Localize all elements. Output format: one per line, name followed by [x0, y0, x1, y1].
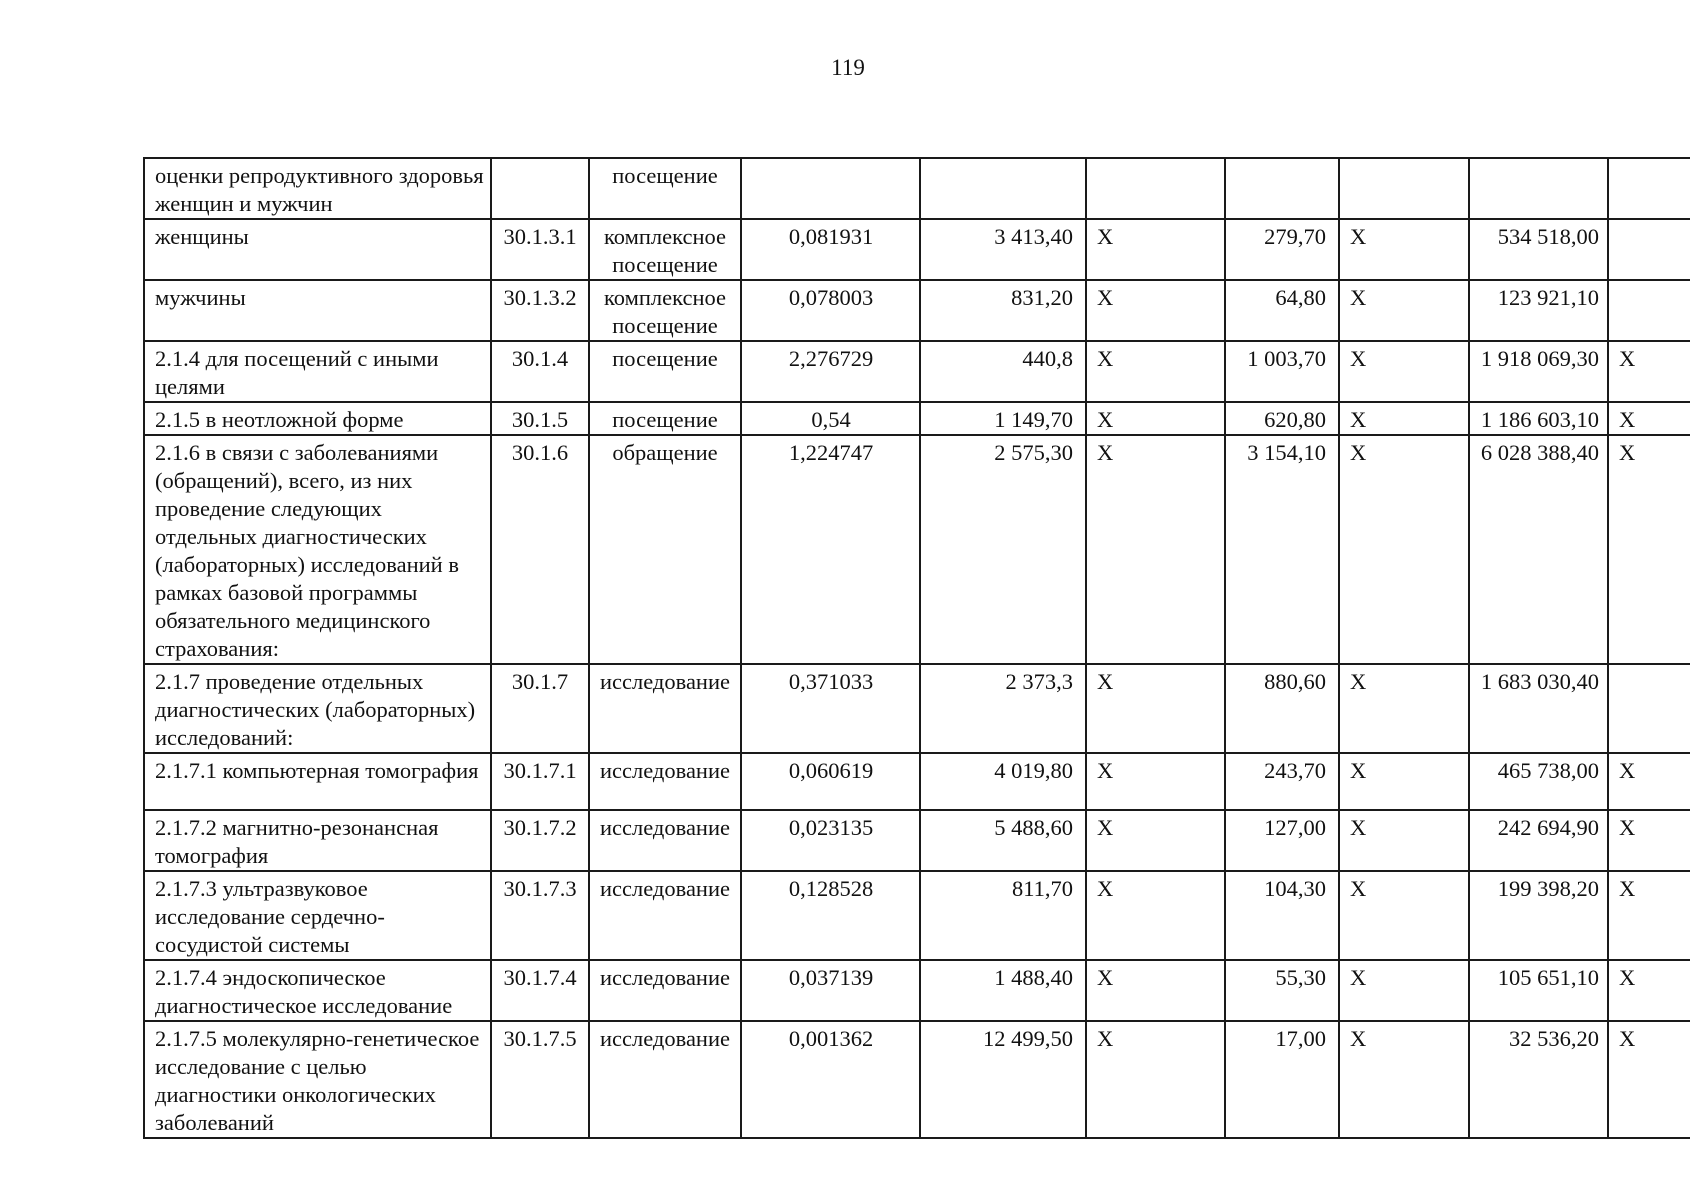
row-value4-cell: 123 921,10 — [1469, 280, 1608, 341]
row-x3-cell: X — [1608, 753, 1690, 810]
row-x3-cell — [1608, 664, 1690, 753]
row-code-cell — [491, 158, 589, 219]
row-name-cell: 2.1.7.1 компьютерная томография — [144, 753, 491, 810]
row-name-cell: 2.1.4 для посещений с иными целями — [144, 341, 491, 402]
row-value4-cell: 534 518,00 — [1469, 219, 1608, 280]
row-x3-cell — [1608, 158, 1690, 219]
row-unit-cell: посещение — [589, 158, 741, 219]
row-value3-cell: 243,70 — [1225, 753, 1339, 810]
row-name-cell: мужчины — [144, 280, 491, 341]
table-row — [144, 810, 1690, 871]
row-value3-cell: 1 003,70 — [1225, 341, 1339, 402]
row-unit-cell: комплексное посещение — [589, 280, 741, 341]
row-x1-cell: X — [1086, 753, 1225, 810]
row-x1-cell: X — [1086, 435, 1225, 664]
row-unit-cell: комплексное посещение — [589, 219, 741, 280]
row-value1-cell: 0,060619 — [741, 753, 920, 810]
row-x1-cell: X — [1086, 664, 1225, 753]
row-unit-cell: посещение — [589, 402, 741, 435]
row-value3-cell: 279,70 — [1225, 219, 1339, 280]
row-x1-cell — [1086, 158, 1225, 219]
page-number: 119 — [831, 55, 865, 80]
row-value2-cell: 811,70 — [920, 871, 1086, 960]
row-name-cell: 2.1.7 проведение отдельных диагностических (лабораторных) исследований: — [144, 664, 491, 753]
row-x3-cell: X — [1608, 435, 1690, 664]
row-value2-cell: 12 499,50 — [920, 1021, 1086, 1138]
row-code-cell: 30.1.7.4 — [491, 960, 589, 1021]
row-name-cell: женщины — [144, 219, 491, 280]
row-value1-cell: 0,023135 — [741, 810, 920, 871]
row-value2-cell: 1 488,40 — [920, 960, 1086, 1021]
row-code-cell: 30.1.6 — [491, 435, 589, 664]
row-x1-cell: X — [1086, 402, 1225, 435]
table-row — [144, 219, 1690, 280]
row-value1-cell: 0,54 — [741, 402, 920, 435]
row-name-cell: 2.1.7.3 ультразвуковое исследование сердечно-сосудистой системы — [144, 871, 491, 960]
row-x2-cell: X — [1339, 402, 1469, 435]
row-x3-cell: X — [1608, 960, 1690, 1021]
row-x2-cell: X — [1339, 810, 1469, 871]
row-value1-cell: 0,081931 — [741, 219, 920, 280]
row-value1-cell: 0,001362 — [741, 1021, 920, 1138]
row-x2-cell: X — [1339, 960, 1469, 1021]
row-value2-cell: 1 149,70 — [920, 402, 1086, 435]
row-code-cell: 30.1.4 — [491, 341, 589, 402]
row-value2-cell: 831,20 — [920, 280, 1086, 341]
row-value3-cell: 127,00 — [1225, 810, 1339, 871]
data-table — [143, 157, 1690, 1139]
table-row — [144, 1021, 1690, 1138]
row-code-cell: 30.1.7.1 — [491, 753, 589, 810]
row-value3-cell: 104,30 — [1225, 871, 1339, 960]
row-value2-cell: 2 373,3 — [920, 664, 1086, 753]
row-value4-cell: 1 918 069,30 — [1469, 341, 1608, 402]
row-x3-cell: X — [1608, 871, 1690, 960]
row-unit-cell: исследование — [589, 960, 741, 1021]
row-x1-cell: X — [1086, 1021, 1225, 1138]
row-value3-cell: 3 154,10 — [1225, 435, 1339, 664]
table-row — [144, 960, 1690, 1021]
row-value4-cell: 1 683 030,40 — [1469, 664, 1608, 753]
row-value4-cell: 199 398,20 — [1469, 871, 1608, 960]
row-x3-cell: X — [1608, 1021, 1690, 1138]
row-x2-cell: X — [1339, 664, 1469, 753]
row-x1-cell: X — [1086, 280, 1225, 341]
row-x2-cell — [1339, 158, 1469, 219]
row-value1-cell: 1,224747 — [741, 435, 920, 664]
row-x2-cell: X — [1339, 871, 1469, 960]
row-x2-cell: X — [1339, 435, 1469, 664]
row-x3-cell — [1608, 219, 1690, 280]
table-row — [144, 664, 1690, 753]
row-value2-cell — [920, 158, 1086, 219]
row-x3-cell: X — [1608, 810, 1690, 871]
row-value1-cell: 0,078003 — [741, 280, 920, 341]
row-code-cell: 30.1.7 — [491, 664, 589, 753]
row-x2-cell: X — [1339, 753, 1469, 810]
row-value2-cell: 440,8 — [920, 341, 1086, 402]
table-row — [144, 341, 1690, 402]
row-value4-cell: 6 028 388,40 — [1469, 435, 1608, 664]
row-code-cell: 30.1.5 — [491, 402, 589, 435]
row-unit-cell: обращение — [589, 435, 741, 664]
row-x1-cell: X — [1086, 341, 1225, 402]
row-value4-cell: 242 694,90 — [1469, 810, 1608, 871]
row-x1-cell: X — [1086, 810, 1225, 871]
row-value3-cell — [1225, 158, 1339, 219]
row-value1-cell: 0,371033 — [741, 664, 920, 753]
table-row — [144, 753, 1690, 810]
row-code-cell: 30.1.7.5 — [491, 1021, 589, 1138]
row-x1-cell: X — [1086, 960, 1225, 1021]
row-value3-cell: 620,80 — [1225, 402, 1339, 435]
row-x2-cell: X — [1339, 341, 1469, 402]
row-name-cell: 2.1.6 в связи с заболеваниями (обращений), всего, из них проведение следующих отдельных диагностических (лабораторных) исследований в рамках базовой программы обязательного медицинского страхования: — [144, 435, 491, 664]
row-value3-cell: 880,60 — [1225, 664, 1339, 753]
row-value1-cell: 0,128528 — [741, 871, 920, 960]
row-value4-cell: 105 651,10 — [1469, 960, 1608, 1021]
row-name-cell: 2.1.5 в неотложной форме — [144, 402, 491, 435]
row-value2-cell: 2 575,30 — [920, 435, 1086, 664]
table-row — [144, 435, 1690, 664]
row-unit-cell: исследование — [589, 1021, 741, 1138]
row-value2-cell: 3 413,40 — [920, 219, 1086, 280]
row-value2-cell: 4 019,80 — [920, 753, 1086, 810]
table-row — [144, 402, 1690, 435]
row-value2-cell: 5 488,60 — [920, 810, 1086, 871]
row-value4-cell: 32 536,20 — [1469, 1021, 1608, 1138]
row-unit-cell: исследование — [589, 871, 741, 960]
row-code-cell: 30.1.7.2 — [491, 810, 589, 871]
row-value1-cell — [741, 158, 920, 219]
row-value4-cell — [1469, 158, 1608, 219]
row-unit-cell: исследование — [589, 810, 741, 871]
table-row — [144, 158, 1690, 219]
row-name-cell: оценки репродуктивного здоровья женщин и мужчин — [144, 158, 491, 219]
row-unit-cell: исследование — [589, 664, 741, 753]
row-value3-cell: 55,30 — [1225, 960, 1339, 1021]
row-x2-cell: X — [1339, 1021, 1469, 1138]
row-value4-cell: 465 738,00 — [1469, 753, 1608, 810]
table-row — [144, 280, 1690, 341]
row-value1-cell: 2,276729 — [741, 341, 920, 402]
row-value3-cell: 64,80 — [1225, 280, 1339, 341]
row-x2-cell: X — [1339, 219, 1469, 280]
row-x3-cell: X — [1608, 341, 1690, 402]
row-name-cell: 2.1.7.4 эндоскопическое диагностическое исследование — [144, 960, 491, 1021]
row-x2-cell: X — [1339, 280, 1469, 341]
row-x3-cell: X — [1608, 402, 1690, 435]
row-value3-cell: 17,00 — [1225, 1021, 1339, 1138]
row-name-cell: 2.1.7.2 магнитно-резонансная томография — [144, 810, 491, 871]
row-x3-cell — [1608, 280, 1690, 341]
row-value4-cell: 1 186 603,10 — [1469, 402, 1608, 435]
row-code-cell: 30.1.7.3 — [491, 871, 589, 960]
row-code-cell: 30.1.3.1 — [491, 219, 589, 280]
row-code-cell: 30.1.3.2 — [491, 280, 589, 341]
row-x1-cell: X — [1086, 219, 1225, 280]
row-unit-cell: посещение — [589, 341, 741, 402]
table-row — [144, 871, 1690, 960]
row-x1-cell: X — [1086, 871, 1225, 960]
row-unit-cell: исследование — [589, 753, 741, 810]
row-value1-cell: 0,037139 — [741, 960, 920, 1021]
row-name-cell: 2.1.7.5 молекулярно-генетическое исследование с целью диагностики онкологических заболеваний — [144, 1021, 491, 1138]
